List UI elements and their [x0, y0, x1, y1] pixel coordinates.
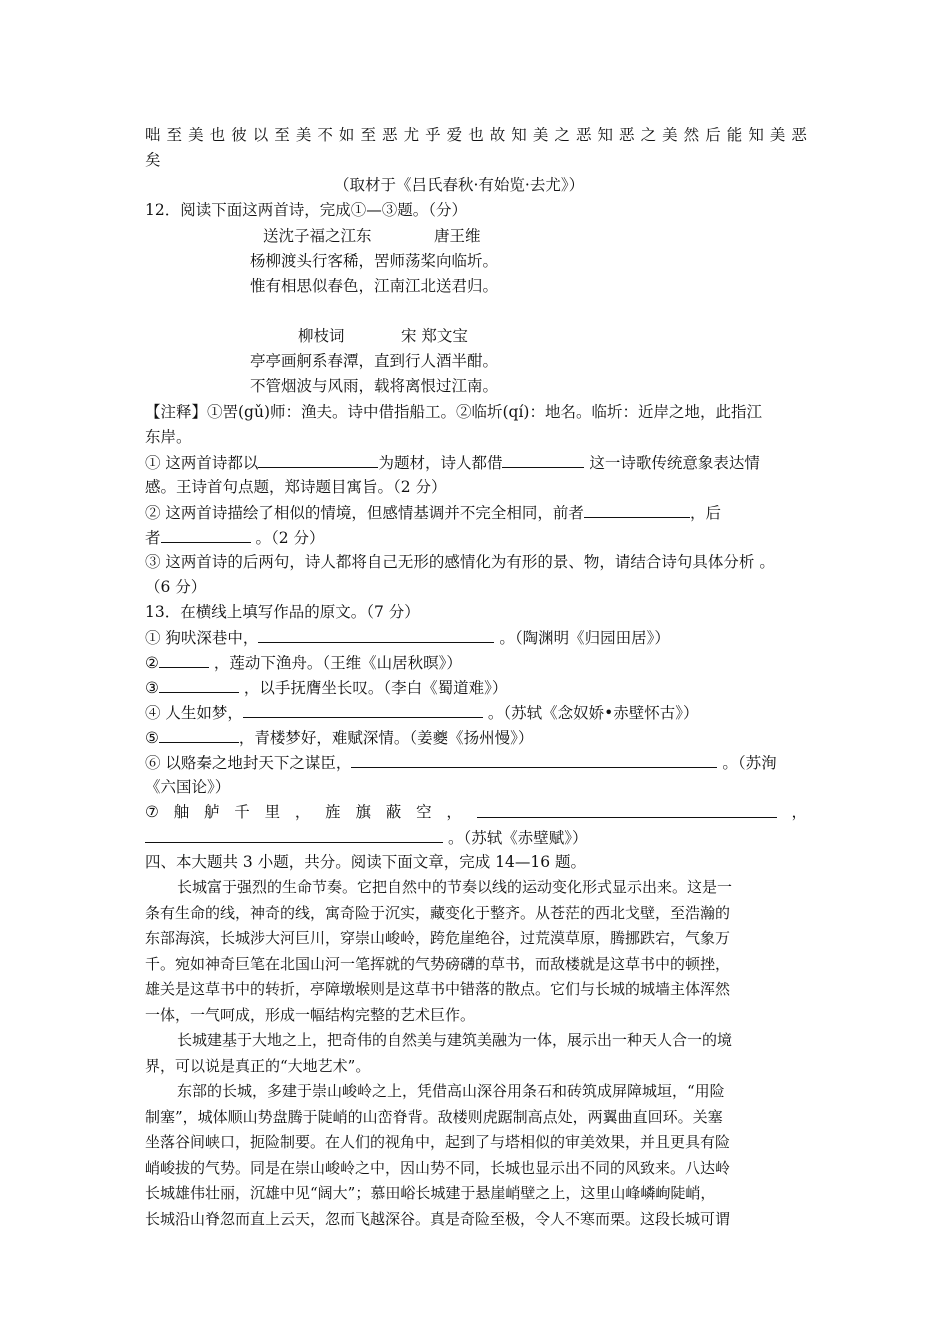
passage-char: 知 [511, 126, 527, 144]
text: 。（苏轼《念奴娇•赤壁怀古》） [487, 704, 699, 722]
passage-char: 恶 [619, 126, 635, 144]
question-12-stem: 12．阅读下面这两首诗，完成①—③题。（分） [145, 201, 467, 219]
article-paragraph-line: 条有生命的线，神奇的线，寓奇险于沉实，藏变化于整齐。从苍茫的西北戈壁，至浩瀚的 [145, 903, 731, 922]
subquestion-1-cont: 感。王诗首句点题，郑诗题目寓旨。（2 分） [145, 478, 447, 496]
fill-item-1 [145, 626, 807, 649]
passage-char: 美 [769, 126, 786, 144]
question-13-stem: 13．在横线上填写作品的原文。（7 分） [145, 603, 420, 621]
text: ③ [145, 679, 159, 697]
passage-char: 美 [662, 126, 678, 144]
answer-blank[interactable] [159, 726, 239, 743]
passage-char: 然 [683, 126, 700, 144]
text: 舻 [203, 803, 220, 821]
text: 。（苏洵 [722, 754, 777, 772]
poem1-title: 送沈子福之江东 [263, 227, 372, 245]
answer-blank[interactable] [258, 451, 378, 468]
passage-line [145, 124, 807, 146]
text: 千 [234, 803, 250, 821]
answer-blank[interactable] [351, 751, 717, 768]
annotation-note: 【注释】①罟(gǔ)师：渔夫。诗中借指船工。②临圻(qí)：地名。临圻：近岸之地，此指江 [145, 403, 762, 421]
passage-char: 后 [705, 126, 721, 144]
text: 这一诗歌传统意象表达情 [589, 454, 760, 472]
passage-char: 至 [274, 126, 290, 144]
passage-char: 之 [554, 126, 570, 144]
passage-char: 美 [532, 126, 549, 144]
passage-char: 恶 [382, 126, 398, 144]
text: ① 狗吠深巷中， [145, 629, 259, 647]
poem1-line: 杨柳渡头行客稀，罟师荡桨向临圻。 [250, 252, 499, 270]
poem2-title: 柳枝词 [298, 327, 345, 345]
text: 蔽 [385, 803, 402, 821]
fill-item-7-cont [145, 826, 807, 849]
passage-char: 恶 [575, 126, 592, 144]
passage-char: 尤 [403, 126, 420, 144]
poem2-line: 不管烟波与风雨，载将离恨过江南。 [250, 377, 499, 395]
text: ， [791, 803, 807, 821]
source-citation: （取材于《吕氏春秋·有始览·去尤》） [334, 176, 585, 194]
passage-char: 至 [166, 126, 183, 144]
fill-item-4 [145, 701, 807, 724]
fill-item-3 [145, 676, 807, 699]
poem2-author: 宋 郑文宝 [401, 327, 468, 345]
fill-item-6-cont: 《六国论》） [145, 778, 231, 796]
article-paragraph-line: 东部海滨，长城涉大河巨川，穿崇山峻岭，跨危崖绝谷，过荒漠草原，腾挪跌宕，气象万 [145, 929, 731, 947]
answer-blank[interactable] [161, 526, 251, 543]
article-paragraph-line: 界，可以说是真正的“大地艺术”。 [145, 1056, 371, 1075]
article-paragraph-line: 坐落谷间峡口，扼险制要。在人们的视角中，起到了与塔相似的审美效果，并且更具有险 [145, 1133, 731, 1151]
passage-char: 彼 [231, 126, 247, 144]
passage-char: 之 [640, 126, 657, 144]
article-paragraph-line: 长城雄伟壮丽，沉雄中见“阔大”；慕田峪长城建于悬崖峭壁之上，这里山峰嶙峋陡峭， [145, 1184, 716, 1202]
answer-blank[interactable] [584, 501, 690, 518]
answer-blank[interactable] [258, 626, 494, 643]
passage-char: 如 [338, 126, 355, 144]
article-paragraph-line: 制塞”，城体顺山势盘腾于陡峭的山峦脊背。敌楼则虎踞制高点处，两翼曲直回环。关塞 [145, 1107, 723, 1126]
answer-blank[interactable] [477, 801, 777, 818]
section-heading: 四、本大题共 3 小题，共分。阅读下面文章，完成 14—16 题。 [145, 853, 587, 871]
passage-char: 至 [360, 126, 376, 144]
text: ④ 人生如梦， [145, 704, 243, 722]
subquestion-3: ③ 这两首诗的后两句，诗人都将自己无形的感情化为有形的景、物，请结合诗句具体分析 。 [145, 553, 775, 571]
text: ⑤ [145, 729, 159, 747]
text: ⑦ [145, 803, 159, 821]
poem1-line: 惟有相思似春色，江南江北送君归。 [250, 277, 499, 295]
passage-char: 乎 [425, 126, 441, 144]
subquestion-1 [145, 451, 807, 474]
fill-item-6 [145, 751, 807, 774]
text: ② [145, 654, 159, 672]
text: ① 这两首诗都以 [145, 454, 259, 472]
text: ， [294, 803, 311, 821]
answer-blank[interactable] [502, 451, 584, 468]
subquestion-2 [145, 501, 807, 524]
text: ，青楼梦好，难赋深情。（姜夔《扬州慢》） [238, 729, 534, 747]
text: ，后 [689, 504, 721, 522]
poem1-author: 唐王维 [434, 227, 481, 245]
article-paragraph-line: 一体，一气呵成，形成一幅结构完整的艺术巨作。 [145, 1005, 476, 1024]
passage-char: 以 [252, 126, 269, 144]
text: ，莲动下渔舟。（王维《山居秋暝》） [213, 654, 462, 672]
passage-char: 不 [317, 126, 333, 144]
answer-blank[interactable] [159, 651, 209, 668]
article-paragraph-line: 长城富于强烈的生命节奏。它把自然中的节奏以线的运动变化形式显示出来。这是一 [177, 878, 733, 896]
passage-char: 爱 [446, 126, 463, 144]
fill-item-2 [145, 651, 807, 674]
passage-char: 也 [468, 126, 484, 144]
subquestion-2-cont [145, 526, 807, 549]
text: 里 [264, 803, 281, 821]
annotation-note: 东岸。 [145, 428, 192, 446]
answer-blank[interactable] [159, 676, 239, 693]
text: 。（苏轼《赤壁赋》） [447, 829, 588, 847]
text: ② 这两首诗描绘了相似的情境，但感情基调并不完全相同，前者 [145, 504, 584, 522]
passage-char: 美 [188, 126, 204, 144]
passage-char: 美 [295, 126, 312, 144]
text: 。（2 分） [255, 529, 325, 547]
fill-item-5 [145, 726, 807, 749]
article-paragraph-line: 东部的长城，多建于崇山峻岭之上，凭借高山深谷用条石和砖筑成屏障城垣，“用险 [177, 1082, 725, 1100]
text: ⑥ 以赂秦之地封天下之谋臣， [145, 754, 352, 772]
text: 者 [145, 529, 161, 547]
poem2-line: 亭亭画舸系春潭，直到行人酒半酣。 [250, 352, 499, 370]
answer-blank[interactable] [145, 826, 443, 843]
text: 。（陶渊明《归园田居》） [499, 629, 670, 647]
passage-line: 矣 [145, 151, 161, 169]
text: 旌 [325, 803, 341, 821]
article-paragraph-line: 峭峻拔的气势。同是在崇山峻岭之中，因山势不同，长城也显示出不同的风致来。八达岭 [145, 1158, 731, 1177]
passage-char: 也 [209, 126, 226, 144]
article-paragraph-line: 雄关是这草书中的转折，亭障墩堠则是这草书中错落的散点。它们与长城的城墙主体浑然 [145, 980, 731, 998]
article-paragraph-line: 千。宛如神奇巨笔在北国山河一笔挥就的气势磅礴的草书，而敌楼就是这草书中的顿挫， [145, 954, 731, 973]
passage-char: 知 [748, 126, 764, 144]
text: 舳 [173, 803, 190, 821]
passage-char: 能 [726, 126, 743, 144]
article-paragraph-line: 长城沿山脊忽而直上云天，忽而飞越深谷。真是奇险至极，令人不寒而栗。这段长城可谓 [145, 1209, 731, 1228]
passage-char: 恶 [791, 126, 807, 144]
text: 为题材，诗人都借 [378, 454, 503, 472]
answer-blank[interactable] [243, 701, 483, 718]
passage-char: 咄 [145, 126, 161, 144]
text: 旗 [355, 803, 371, 821]
text: ，以手抚膺坐长叹。（李白《蜀道难》） [243, 679, 508, 697]
text: ， [446, 803, 462, 821]
passage-char: 故 [489, 126, 506, 144]
text: 空 [416, 803, 432, 821]
article-paragraph-line: 长城建基于大地之上，把奇伟的自然美与建筑美融为一体，展示出一种天人合一的境 [177, 1031, 733, 1049]
subquestion-3-cont: （6 分） [145, 578, 207, 596]
passage-char: 知 [597, 126, 613, 144]
fill-item-7 [145, 801, 807, 823]
